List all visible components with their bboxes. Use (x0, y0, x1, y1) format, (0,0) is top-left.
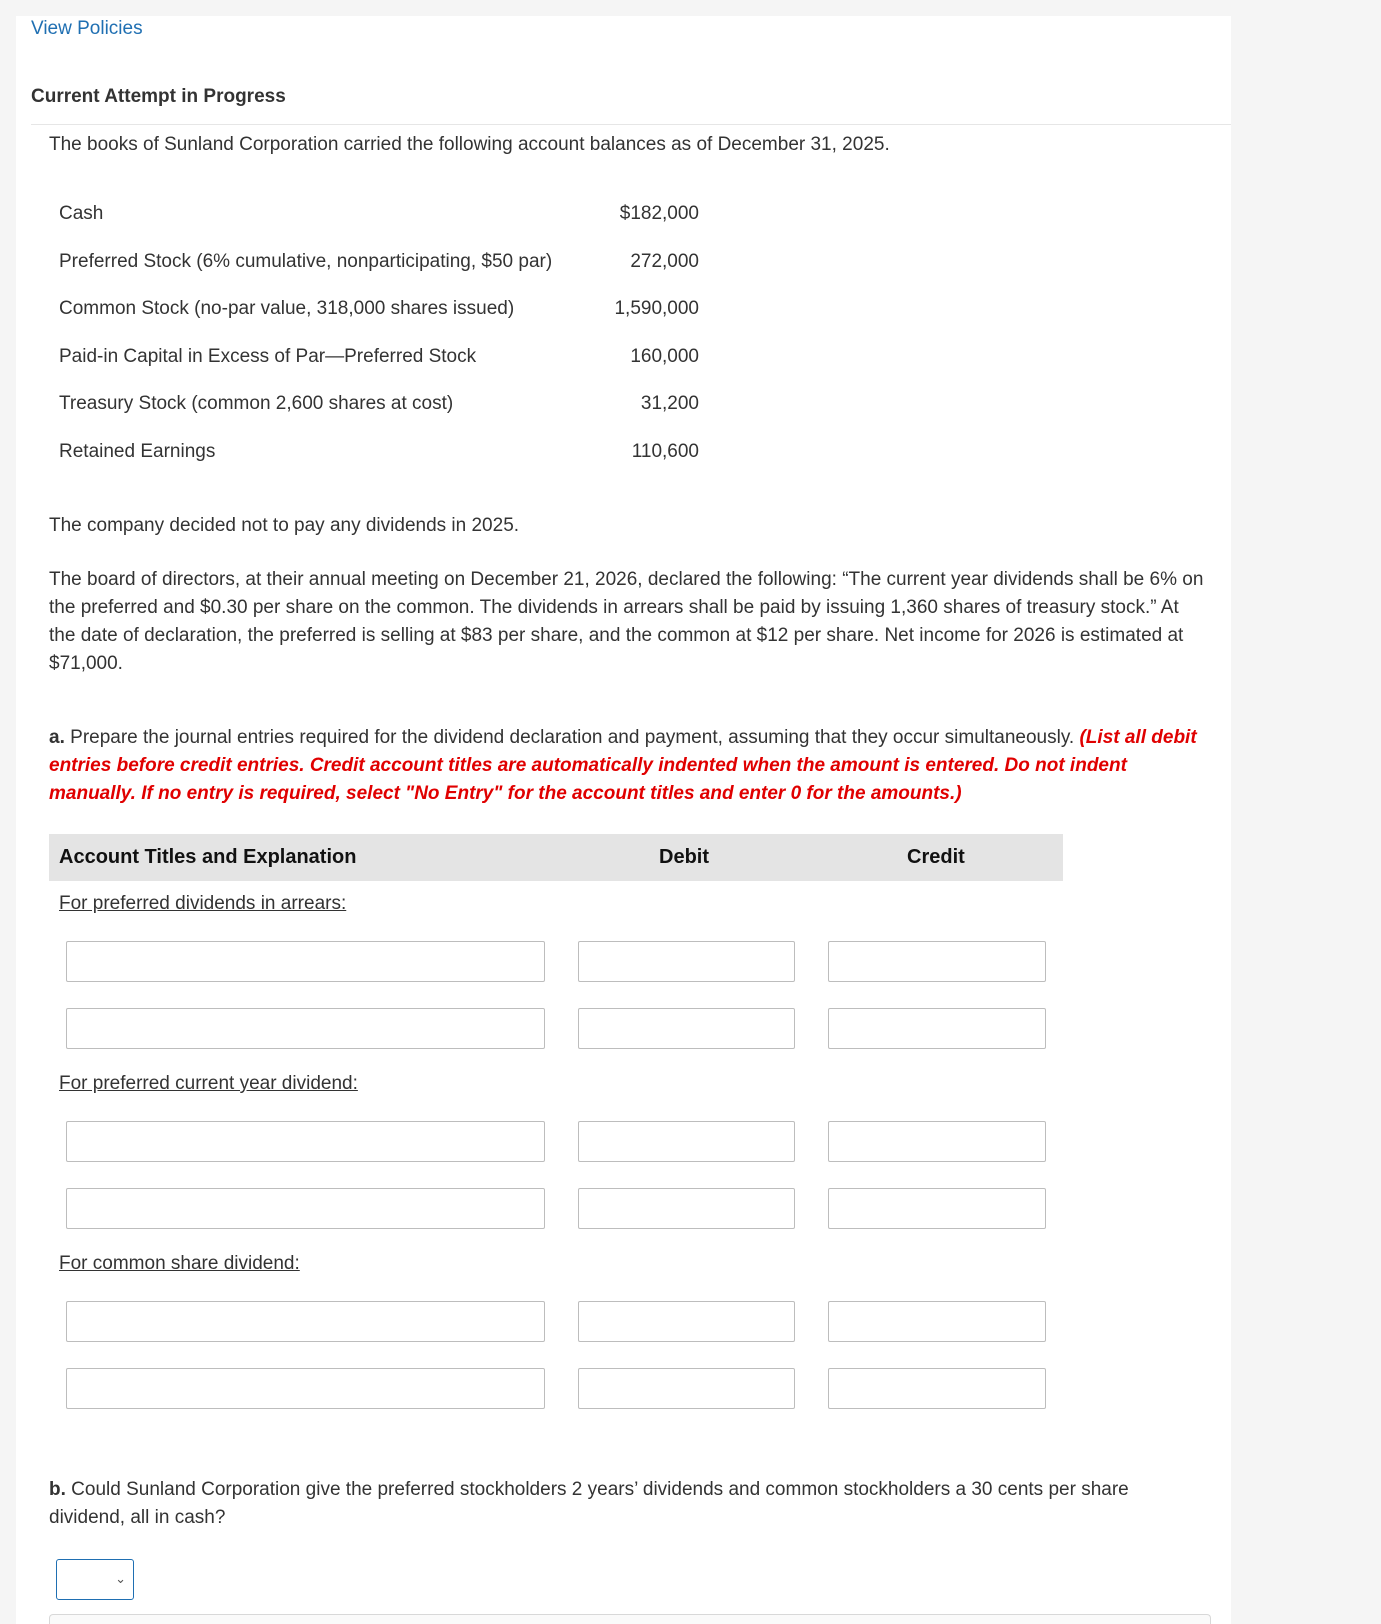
problem-intro: The books of Sunland Corporation carried the following account balances as of December 31, 2025. (49, 134, 890, 155)
account-row (59, 243, 699, 291)
divider (31, 124, 1231, 125)
credit-input[interactable] (828, 1008, 1046, 1049)
next-panel-edge (49, 1614, 1211, 1624)
part-b-question (49, 1476, 1209, 1532)
debit-input[interactable] (578, 1121, 795, 1162)
account-title-input[interactable] (66, 941, 545, 982)
part-a-note: (List all debit entries before credit entries. Credit account titles are automatically indented when the amount is entered. Do not indent manually. If no entry is required, select "No Entry" for the account titles and enter 0 for the amounts.) (49, 727, 1197, 804)
account-amount: $182,000 (619, 203, 699, 224)
col-debit-header: Debit (659, 846, 709, 868)
no-dividends-text: The company decided not to pay any dividends in 2025. (49, 515, 520, 536)
credit-input[interactable] (828, 1121, 1046, 1162)
account-name: Retained Earnings (59, 440, 216, 462)
account-title-input[interactable] (66, 1121, 545, 1162)
credit-input[interactable] (828, 1368, 1046, 1409)
account-amount: 110,600 (631, 440, 699, 462)
section-label-arrears: For preferred dividends in arrears: (59, 893, 347, 914)
account-name: Paid-in Capital in Excess of Par—Preferred Stock (59, 345, 477, 367)
part-a-instructions (49, 724, 1199, 808)
col-account-header: Account Titles and Explanation (59, 846, 357, 868)
part-b-label: b. (49, 1479, 66, 1500)
account-row (59, 195, 699, 243)
section-label-preferred-current: For preferred current year dividend: (59, 1073, 358, 1094)
account-amount: 1,590,000 (614, 298, 699, 320)
part-b-text: Could Sunland Corporation give the preferred stockholders 2 years’ dividends and common stockholders a 30 cents per share dividend, all in cash? (49, 1479, 1129, 1528)
account-amount: 160,000 (630, 345, 699, 367)
col-credit-header: Credit (907, 846, 965, 868)
journal-header (49, 834, 1063, 881)
account-name: Preferred Stock (6% cumulative, nonparticipating, $50 par) (59, 250, 553, 272)
section-label-common: For common share dividend: (59, 1253, 300, 1274)
debit-input[interactable] (578, 941, 795, 982)
account-row (59, 385, 699, 433)
account-name: Common Stock (no-par value, 318,000 shares issued) (59, 298, 515, 320)
debit-input[interactable] (578, 1008, 795, 1049)
account-amount: 272,000 (630, 250, 699, 272)
debit-input[interactable] (578, 1301, 795, 1342)
account-name: Treasury Stock (common 2,600 shares at cost) (59, 393, 454, 415)
account-row (59, 338, 699, 386)
credit-input[interactable] (828, 1301, 1046, 1342)
part-a-label: a. (49, 727, 65, 748)
answer-select[interactable] (56, 1559, 134, 1600)
account-title-input[interactable] (66, 1188, 545, 1229)
account-title-input[interactable] (66, 1008, 545, 1049)
credit-input[interactable] (828, 1188, 1046, 1229)
account-title-input[interactable] (66, 1301, 545, 1342)
account-name: Cash (59, 203, 104, 224)
account-title-input[interactable] (66, 1368, 545, 1409)
view-policies-link[interactable]: View Policies (31, 18, 143, 39)
account-row (59, 290, 699, 338)
chevron-down-icon: ⌄ (115, 1571, 126, 1586)
part-a-text: Prepare the journal entries required for the dividend declaration and payment, assuming that they occur simultaneously. (70, 727, 1075, 748)
debit-input[interactable] (578, 1188, 795, 1229)
account-amount: 31,200 (640, 393, 699, 415)
board-declaration-text: The board of directors, at their annual meeting on December 21, 2026, declared the following: “The current year dividends shall be 6% on the preferred and $0.30 per share on the common. The dividends in arrears shall be paid by issuing 1,360 shares of treasury stock.” At the date of declaration, the preferred is selling at $83 per share, and the common at $12 per share. Net income for 2026 is estimated at $71,000. (49, 569, 1204, 674)
credit-input[interactable] (828, 941, 1046, 982)
account-row (59, 433, 699, 481)
account-balances-table (59, 195, 699, 481)
attempt-title: Current Attempt in Progress (31, 86, 286, 107)
debit-input[interactable] (578, 1368, 795, 1409)
